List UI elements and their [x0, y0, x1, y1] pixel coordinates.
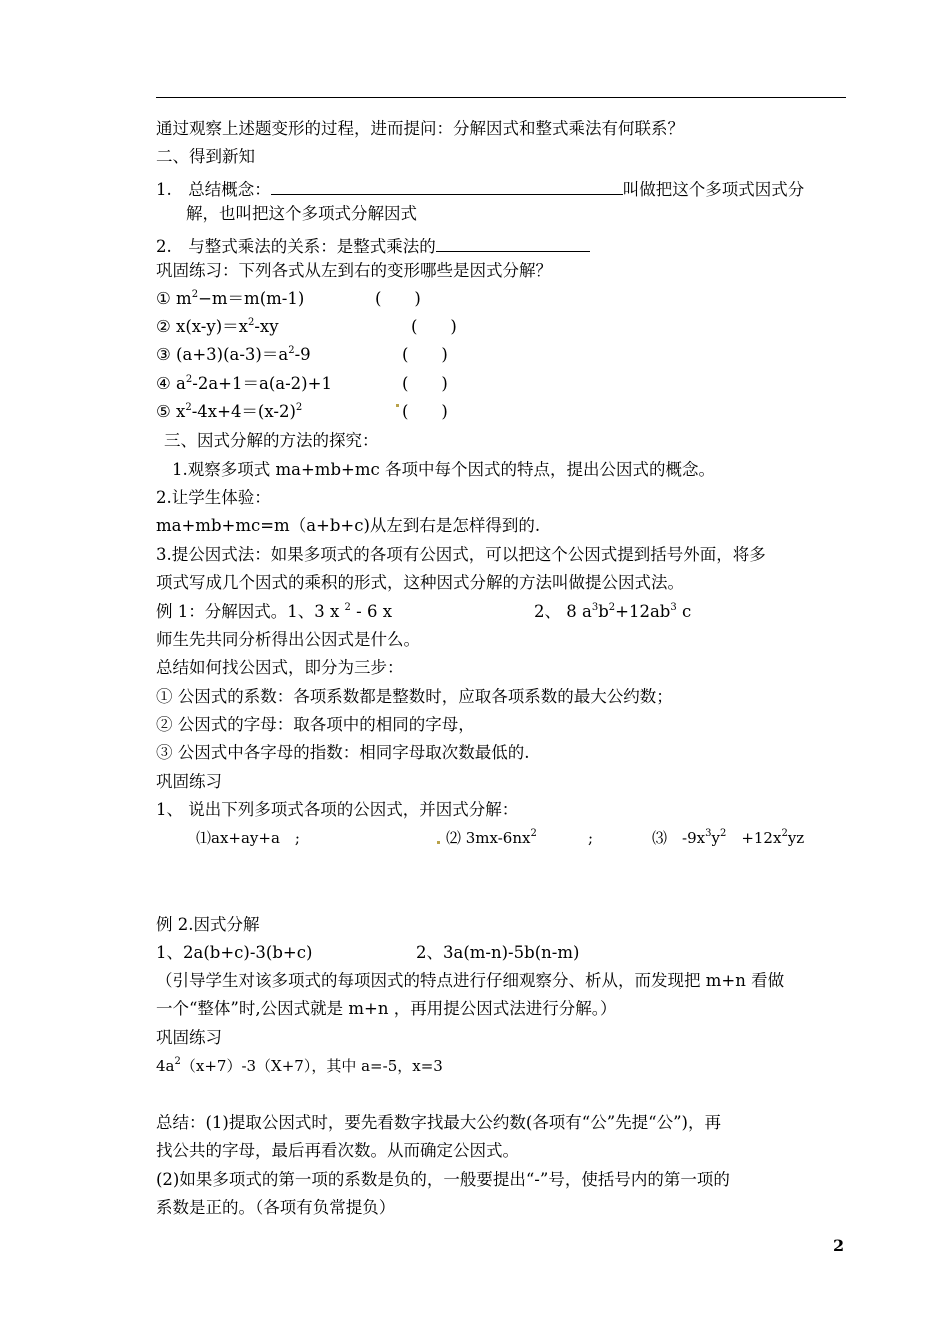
item-expression: $x^2-4x+4=(x-2)^2$ — [176, 402, 303, 421]
method-definition-line-2: 项式写成几个因式的乘积的形式，这种因式分解的方法叫做提公因式法。 — [156, 573, 684, 592]
example-1-part-1: 例 1：分解因式。1、3 x $^2$ - 6 x — [156, 602, 393, 621]
method-step-1: 1.观察多项式 ma+mb+mc 各项中每个因式的特点，提出公因式的概念。 — [172, 460, 715, 479]
relation-text: 2. 与整式乘法的关系：是整式乘法的 — [156, 237, 436, 256]
example-1-part-2: 2、 8 $a^3b^2+12ab^3$ c — [534, 602, 692, 621]
practice-2-item-a: ⑴ax+ay+a ; — [196, 829, 300, 847]
concept-continuation: 解，也叫把这个多项式分解因式 — [186, 204, 417, 223]
item-number: ⑤ — [156, 402, 171, 421]
header-rule — [156, 97, 846, 98]
concept-suffix: 叫做把这个多项式因式分 — [622, 180, 805, 199]
method-definition-line-1: 3.提公因式法：如果多项式的各项有公因式，可以把这个公因式提到括号外面，将多 — [156, 545, 766, 564]
concept-prefix: 1. 总结概念： — [156, 180, 271, 199]
item-expression: $(a+3)(a-3)=a^2-9$ — [176, 345, 311, 364]
answer-paren: ( ) — [402, 374, 448, 393]
mark-dot — [437, 841, 440, 844]
practice-2-item-b: ⑵ $3mx-6nx^2$ — [446, 828, 537, 847]
concept-item — [156, 178, 804, 199]
mark-dot — [396, 404, 399, 407]
example-2-part-2: 2、3a(m-n)-5b(n-m) — [416, 943, 580, 962]
practice-1-title: 巩固练习：下列各式从左到右的变形哪些是因式分解？ — [156, 261, 552, 280]
practice-2-question: 1、 说出下列多项式各项的公因式，并因式分解： — [156, 800, 519, 819]
item-expression: $m^2-m=m(m-1)$ — [176, 289, 305, 308]
item-expression: $x(x-y)=x^2-xy$ — [176, 317, 279, 336]
section-3-title: 三、因式分解的方法的探究： — [164, 431, 379, 450]
example-2-title: 例 2.因式分解 — [156, 915, 260, 934]
section-2-title: 二、得到新知 — [156, 147, 255, 166]
relation-blank — [436, 235, 590, 252]
practice-item-5 — [156, 402, 448, 421]
practice-2-semicolon: ; — [588, 829, 594, 847]
example-2-note-line-1: （引导学生对该多项式的每项因式的特点进行仔细观察分、析从，而发现把 m+n 看做 — [156, 971, 785, 990]
summary-line-3: (2)如果多项式的第一项的系数是负的，一般要提出“-”号，使括号内的第一项的 — [156, 1170, 730, 1189]
practice-item-2 — [156, 317, 457, 336]
answer-paren: ( ) — [375, 289, 421, 308]
step-coefficient: ① 公因式的系数：各项系数都是整数时，应取各项系数的最大公约数； — [156, 687, 673, 706]
practice-2-title: 巩固练习 — [156, 772, 222, 791]
example-1 — [156, 602, 692, 621]
step-letters: ② 公因式的字母：取各项中的相同的字母， — [156, 715, 475, 734]
practice-3-expression: $4a^2(x+7)-3(X+7)$，其中 a=-5，x=3 — [156, 1056, 443, 1075]
intro-question: 通过观察上述题变形的过程，进而提问：分解因式和整式乘法有何联系？ — [156, 119, 684, 138]
practice-item-1 — [156, 289, 421, 308]
practice-2-item-c: ⑶ $-9x^3y^2$ $+12x^2yz$ — [652, 828, 805, 847]
practice-item-4 — [156, 374, 448, 393]
item-number: ③ — [156, 345, 171, 364]
summary-line-2: 找公共的字母，最后再看次数。从而确定公因式。 — [156, 1141, 519, 1160]
summary-steps-title: 总结如何找公因式，即分为三步： — [156, 658, 404, 677]
example-2-part-1: 1、2a(b+c)-3(b+c) — [156, 943, 313, 962]
item-number: ④ — [156, 374, 171, 393]
answer-paren: ( ) — [402, 402, 448, 421]
item-expression: $a^2-2a+1=a(a-2)+1$ — [176, 374, 332, 393]
practice-item-3 — [156, 345, 448, 364]
item-number: ② — [156, 317, 171, 336]
summary-line-4: 系数是正的。（各项有负常提负） — [156, 1198, 396, 1217]
answer-paren: ( ) — [411, 317, 457, 336]
example-2-note-line-2: 一个“整体”时,公因式就是 m+n ，再用提公因式法进行分解。） — [156, 999, 617, 1018]
practice-3-title: 巩固练习 — [156, 1028, 222, 1047]
practice-2-items — [196, 828, 805, 847]
answer-paren: ( ) — [402, 345, 448, 364]
page-number: 2 — [833, 1236, 845, 1255]
step-exponents: ③ 公因式中各字母的指数：相同字母取次数最低的. — [156, 743, 530, 762]
example-1-note: 师生先共同分析得出公因式是什么。 — [156, 630, 420, 649]
summary-line-1: 总结：(1)提取公因式时，要先看数字找最大公约数(各项有“公”先提“公”)，再 — [156, 1113, 721, 1132]
item-number: ① — [156, 289, 171, 308]
example-2-problems — [156, 943, 580, 962]
method-example: ma+mb+mc=m（a+b+c)从左到右是怎样得到的. — [156, 516, 541, 535]
method-step-2: 2.让学生体验： — [156, 488, 271, 507]
concept-blank — [271, 178, 623, 195]
relation-item — [156, 235, 590, 256]
